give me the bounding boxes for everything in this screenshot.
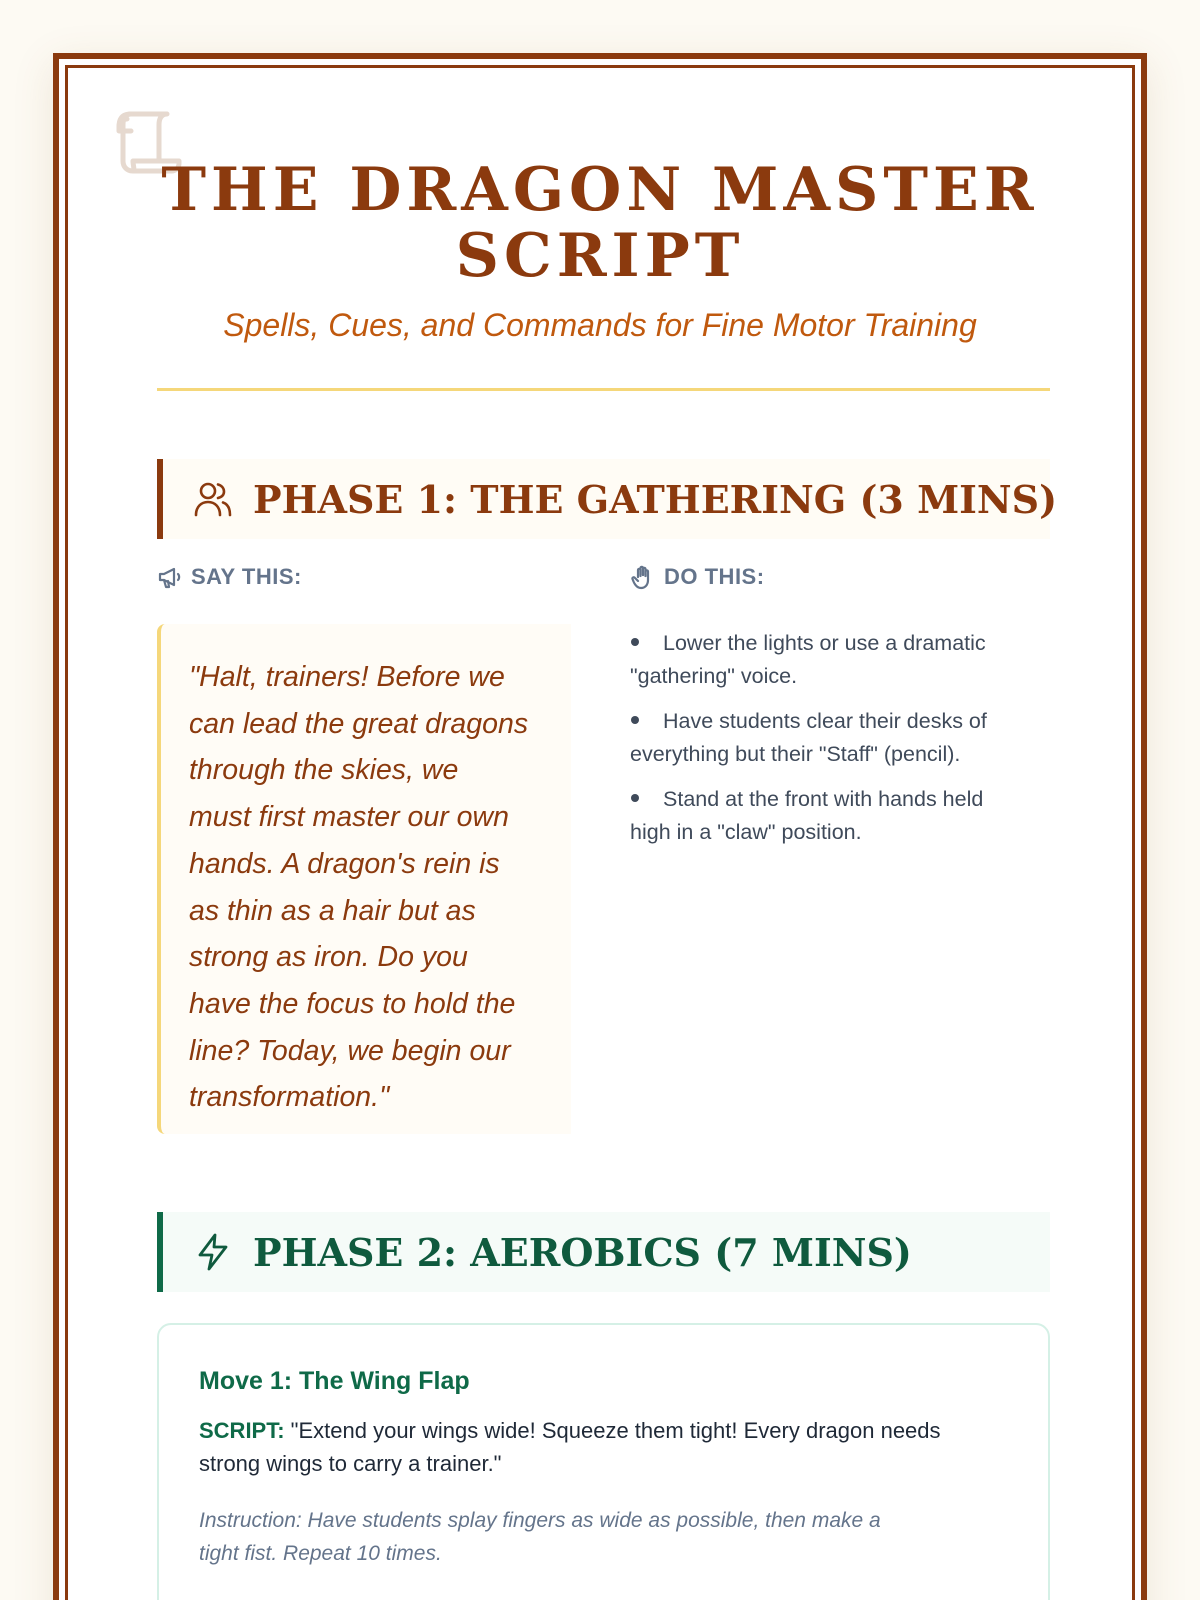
list-item-text: Have students clear their desks of [663, 709, 987, 733]
script-text: "Extend your wings wide! Squeeze them tight! Every dragon needs [284, 1418, 941, 1443]
megaphone-icon [157, 564, 183, 590]
script-label: SCRIPT: [199, 1418, 285, 1443]
users-icon [193, 479, 233, 519]
say-this-label: SAY THIS: [191, 564, 302, 589]
quote-line: strong as iron. Do you [189, 941, 468, 974]
list-item-text-cont: high in a "claw" position. [630, 820, 862, 844]
bullet-icon [630, 705, 663, 738]
hand-icon [630, 564, 656, 590]
bullet-icon [630, 783, 663, 816]
quote-line: must first master our own [189, 801, 509, 834]
phase-2-title: PHASE 2: AEROBICS (7 MINS) [253, 1229, 912, 1275]
instruction-text-cont: tight fist. Repeat 10 times. [199, 1542, 442, 1565]
move-script [199, 1414, 1008, 1480]
script-page [53, 53, 1147, 1600]
phase-2-header [157, 1212, 1050, 1292]
title-divider [157, 388, 1050, 391]
phase-1-title: PHASE 1: THE GATHERING (3 MINS) [253, 476, 1058, 522]
move-title: Move 1: The Wing Flap [199, 1367, 470, 1395]
quote-line: line? Today, we begin our [189, 1034, 511, 1067]
quote-line: hands. A dragon's rein is [189, 847, 500, 880]
quote-line: have the focus to hold the [189, 987, 516, 1020]
do-this-list [630, 627, 1050, 861]
list-item-text-cont: everything but their "Staff" (pencil). [630, 742, 961, 766]
title-line-2: SCRIPT [455, 221, 745, 291]
do-this-label: DO THIS: [664, 564, 765, 589]
list-item-text: Lower the lights or use a dramatic [663, 631, 986, 655]
list-item [630, 783, 1050, 849]
instruction-text: Instruction: Have students splay fingers as wide as possible, then make a [199, 1509, 881, 1532]
page-subtitle: Spells, Cues, and Commands for Fine Motor Training [223, 307, 977, 343]
phase-1-header [157, 459, 1058, 539]
do-this-heading [630, 564, 765, 590]
title-line-1: THE DRAGON MASTER [161, 155, 1039, 225]
quote-line: through the skies, we [189, 754, 459, 787]
quote-line: as thin as a hair but as [189, 894, 476, 927]
list-item-text: Stand at the front with hands held [663, 787, 984, 811]
bullet-icon [630, 627, 663, 660]
lightning-icon [193, 1232, 233, 1272]
list-item [630, 627, 1050, 693]
quote-line: transformation." [189, 1081, 390, 1114]
quote-line: can lead the great dragons [189, 707, 529, 740]
move-card [157, 1323, 1050, 1600]
say-this-quote [157, 624, 571, 1134]
list-item-text-cont: "gathering" voice. [630, 664, 798, 688]
say-this-heading [157, 564, 302, 590]
script-text-cont: strong wings to carry a trainer." [199, 1451, 502, 1476]
move-instruction [199, 1504, 1008, 1570]
quote-line: "Halt, trainers! Before we [189, 661, 505, 693]
list-item [630, 705, 1050, 771]
page-title [59, 157, 1141, 289]
